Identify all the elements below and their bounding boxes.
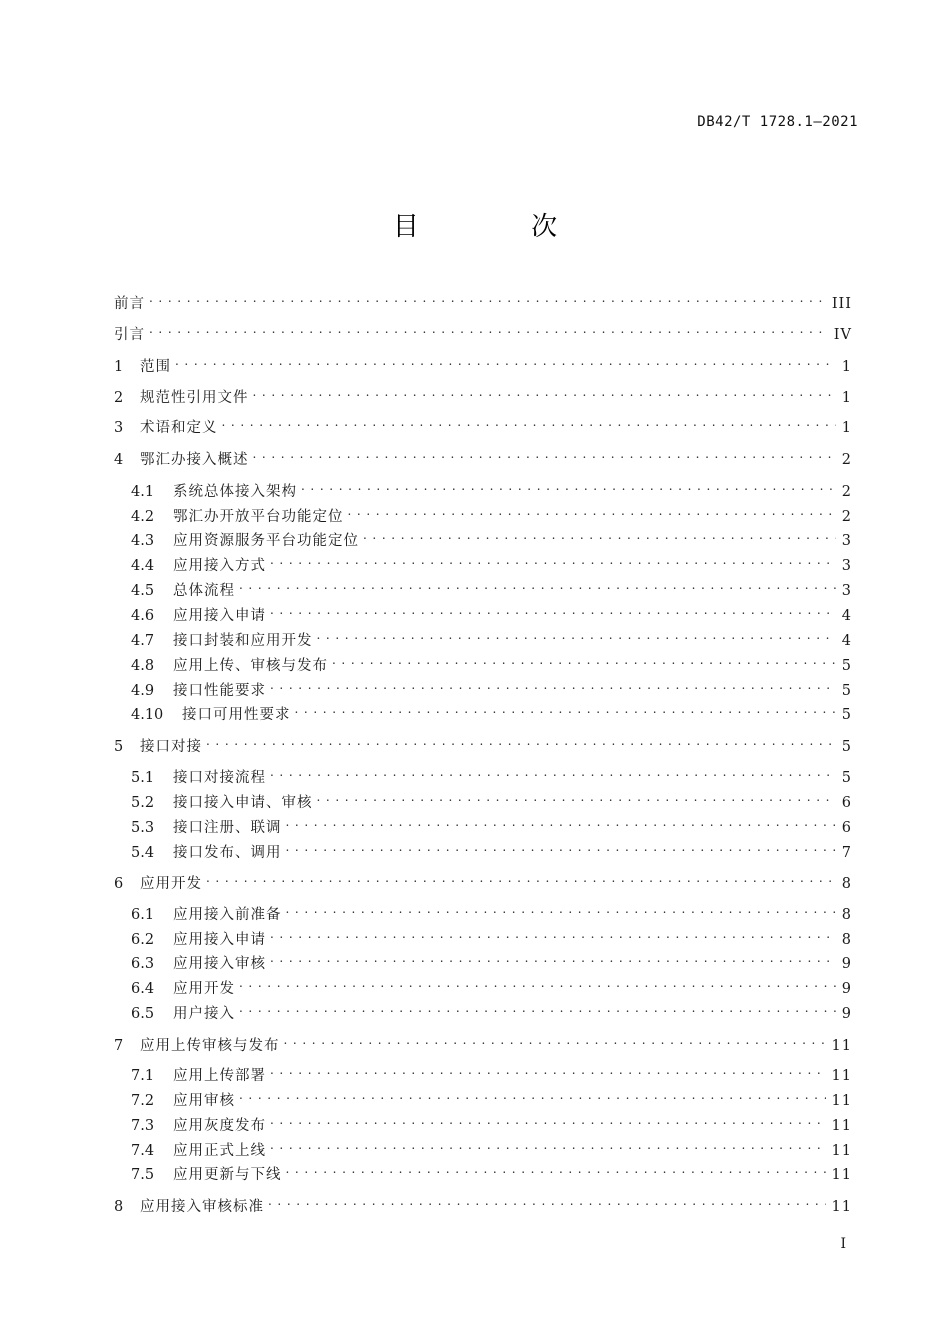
toc-dot-leader	[239, 1085, 826, 1105]
toc-entry-label: 应用更新与下线	[173, 1167, 282, 1183]
toc-entry[interactable]	[131, 501, 852, 525]
toc-dot-leader	[270, 600, 836, 620]
toc-entry-number: 4.2	[131, 509, 155, 525]
toc-dot-leader	[295, 699, 836, 719]
toc-entry[interactable]	[114, 444, 852, 468]
toc-entry[interactable]	[114, 1030, 852, 1054]
toc-entry-number: 7.3	[131, 1118, 155, 1134]
toc-entry-page: 2	[841, 509, 852, 525]
toc-entry-number: 6	[114, 876, 124, 892]
toc-entry-page: 11	[831, 1143, 852, 1159]
toc-entry[interactable]	[114, 351, 852, 375]
toc-entry-label: 应用灰度发布	[173, 1118, 266, 1134]
toc-entry-label: 总体流程	[173, 583, 235, 599]
toc-entry[interactable]	[131, 625, 852, 649]
toc-entry-label: 应用上传审核与发布	[140, 1038, 280, 1054]
toc-entry-number: 1	[114, 359, 124, 375]
toc-entry-label: 接口发布、调用	[173, 845, 282, 861]
toc-entry-label: 接口接入申请、审核	[173, 795, 313, 811]
toc-dot-leader	[270, 550, 836, 570]
toc-title: 目 次	[392, 212, 610, 242]
toc-entry-number: 7.5	[131, 1167, 155, 1183]
toc-entry-page: 6	[841, 795, 852, 811]
toc-dot-leader	[206, 868, 836, 888]
toc-entry-page: 2	[841, 452, 852, 468]
toc-entry-number: 6.1	[131, 907, 155, 923]
toc-entry-number: 8	[114, 1199, 124, 1215]
toc-dot-leader	[286, 837, 836, 857]
toc-dot-leader	[239, 973, 836, 993]
toc-entry-number: 3	[114, 420, 124, 436]
toc-entry-page: 11	[831, 1093, 852, 1109]
toc-dot-leader	[253, 382, 836, 402]
toc-entry-number: 5.4	[131, 845, 155, 861]
toc-entry-page: 1	[841, 390, 852, 406]
toc-entry-label: 接口对接	[140, 739, 202, 755]
toc-entry[interactable]	[131, 476, 852, 500]
toc-entry-page: 8	[841, 907, 852, 923]
toc-entry[interactable]	[131, 973, 852, 997]
toc-entry-number: 4.6	[131, 608, 155, 624]
toc-entry-page: 3	[841, 558, 852, 574]
toc-entry[interactable]	[131, 1085, 852, 1109]
toc-entry-page: 5	[841, 739, 852, 755]
toc-entry-number: 4.7	[131, 633, 155, 649]
toc-dot-leader	[270, 948, 836, 968]
toc-dot-leader	[270, 1110, 826, 1130]
toc-entry-label: 接口对接流程	[173, 770, 266, 786]
toc-entry-label: 术语和定义	[140, 420, 218, 436]
toc-dot-leader	[239, 575, 836, 595]
toc-entry-label: 应用资源服务平台功能定位	[173, 533, 359, 549]
toc-entry-page: 11	[831, 1199, 852, 1215]
toc-entry[interactable]	[114, 412, 852, 436]
toc-dot-leader	[286, 1159, 826, 1179]
toc-dot-leader	[301, 476, 836, 496]
toc-dot-leader	[149, 288, 826, 308]
toc-entry-number: 5.3	[131, 820, 155, 836]
toc-entry-label: 应用接入方式	[173, 558, 266, 574]
toc-entry-label: 应用接入申请	[173, 932, 266, 948]
toc-entry-number: 6.2	[131, 932, 155, 948]
toc-entry-label: 前言	[114, 296, 145, 312]
toc-entry[interactable]	[114, 382, 852, 406]
toc-entry-label: 应用接入申请	[173, 608, 266, 624]
toc-entry-number: 4.5	[131, 583, 155, 599]
toc-entry-number: 4.4	[131, 558, 155, 574]
toc-entry[interactable]	[131, 998, 852, 1022]
toc-entry-label: 接口性能要求	[173, 683, 266, 699]
toc-entry-label: 接口可用性要求	[182, 707, 291, 723]
toc-entry-number: 7.2	[131, 1093, 155, 1109]
toc-entry-label: 应用接入审核	[173, 956, 266, 972]
toc-dot-leader	[284, 1030, 826, 1050]
toc-entry-page: 7	[841, 845, 852, 861]
toc-entry[interactable]	[131, 899, 852, 923]
toc-dot-leader	[270, 924, 836, 944]
toc-entry[interactable]	[114, 1191, 852, 1215]
toc-entry-page: 1	[841, 420, 852, 436]
toc-entry-number: 4	[114, 452, 124, 468]
toc-entry-number: 4.3	[131, 533, 155, 549]
toc-entry-page: 8	[841, 876, 852, 892]
toc-entry-label: 应用开发	[173, 981, 235, 997]
toc-entry-page: 2	[841, 484, 852, 500]
toc-entry-page: 5	[841, 707, 852, 723]
toc-entry-page: 1	[841, 359, 852, 375]
toc-entry-number: 6.5	[131, 1006, 155, 1022]
toc-entry-number: 5.2	[131, 795, 155, 811]
toc-entry[interactable]	[114, 868, 852, 892]
toc-entry[interactable]	[131, 1110, 852, 1134]
toc-dot-leader	[270, 675, 836, 695]
toc-entry[interactable]	[131, 525, 852, 549]
toc-entry[interactable]	[131, 837, 852, 861]
toc-entry-label: 用户接入	[173, 1006, 235, 1022]
toc-entry-number: 4.9	[131, 683, 155, 699]
toc-entry-page: 11	[831, 1167, 852, 1183]
toc-entry-page: 4	[841, 633, 852, 649]
toc-entry-page: 8	[841, 932, 852, 948]
toc-entry-page: 11	[831, 1038, 852, 1054]
toc-entry[interactable]	[131, 948, 852, 972]
toc-entry[interactable]	[131, 762, 852, 786]
toc-entry[interactable]	[131, 1135, 852, 1159]
toc-entry[interactable]	[131, 600, 852, 624]
toc-entry-number: 7.1	[131, 1068, 155, 1084]
toc-entry-page: 3	[841, 533, 852, 549]
toc-dot-leader	[332, 650, 836, 670]
toc-entry-page: 3	[841, 583, 852, 599]
toc-entry-page: III	[831, 296, 852, 312]
toc-dot-leader	[149, 319, 828, 339]
toc-entry-label: 应用上传、审核与发布	[173, 658, 328, 674]
toc-entry-label: 鄂汇办接入概述	[140, 452, 249, 468]
toc-entry[interactable]	[131, 787, 852, 811]
toc-entry-label: 规范性引用文件	[140, 390, 249, 406]
toc-dot-leader	[348, 501, 836, 521]
toc-dot-leader	[206, 731, 836, 751]
toc-entry[interactable]	[131, 1159, 852, 1183]
toc-entry[interactable]	[131, 550, 852, 574]
toc-entry[interactable]	[131, 924, 852, 948]
toc-entry[interactable]	[131, 812, 852, 836]
document-code: DB42/T 1728.1—2021	[697, 114, 858, 130]
toc-entry-label: 应用接入前准备	[173, 907, 282, 923]
toc-entry-page: 9	[841, 981, 852, 997]
toc-entry-label: 系统总体接入架构	[173, 484, 297, 500]
toc-dot-leader	[286, 812, 836, 832]
toc-dot-leader	[317, 625, 836, 645]
toc-entry-page: IV	[833, 327, 852, 343]
toc-entry-label: 应用审核	[173, 1093, 235, 1109]
toc-entry-number: 4.1	[131, 484, 155, 500]
toc-entry-label: 应用上传部署	[173, 1068, 266, 1084]
toc-entry[interactable]	[131, 699, 852, 723]
toc-dot-leader	[363, 525, 836, 545]
toc-entry-label: 鄂汇办开放平台功能定位	[173, 509, 344, 525]
toc-entry[interactable]	[131, 650, 852, 674]
toc-dot-leader	[270, 1135, 826, 1155]
toc-entry-number: 6.4	[131, 981, 155, 997]
toc-entry-label: 应用正式上线	[173, 1143, 266, 1159]
toc-dot-leader	[286, 899, 836, 919]
toc-entry-page: 5	[841, 770, 852, 786]
toc-entry[interactable]	[131, 1060, 852, 1084]
page-number: I	[840, 1236, 846, 1252]
toc-entry-number: 7	[114, 1038, 124, 1054]
toc-entry-label: 应用开发	[140, 876, 202, 892]
toc-dot-leader	[175, 351, 836, 371]
toc-dot-leader	[239, 998, 836, 1018]
toc-dot-leader	[222, 412, 836, 432]
toc-dot-leader	[270, 1060, 826, 1080]
toc-entry-number: 2	[114, 390, 124, 406]
toc-dot-leader	[268, 1191, 826, 1211]
toc-entry-page: 5	[841, 658, 852, 674]
toc-entry-number: 6.3	[131, 956, 155, 972]
toc-entry-number: 5.1	[131, 770, 155, 786]
toc-entry[interactable]	[131, 575, 852, 599]
toc-entry-label: 范围	[140, 359, 171, 375]
toc-entry-number: 7.4	[131, 1143, 155, 1159]
toc-entry-page: 5	[841, 683, 852, 699]
toc-entry-label: 引言	[114, 327, 145, 343]
toc-entry[interactable]	[114, 731, 852, 755]
toc-dot-leader	[270, 762, 836, 782]
toc-dot-leader	[253, 444, 836, 464]
toc-entry[interactable]	[114, 288, 852, 312]
toc-entry-label: 接口注册、联调	[173, 820, 282, 836]
toc-entry-number: 5	[114, 739, 124, 755]
toc-entry-label: 应用接入审核标准	[140, 1199, 264, 1215]
toc-entry-page: 9	[841, 1006, 852, 1022]
toc-dot-leader	[317, 787, 836, 807]
toc-entry-page: 11	[831, 1068, 852, 1084]
toc-entry-page: 6	[841, 820, 852, 836]
toc-entry[interactable]	[114, 319, 852, 343]
toc-entry-label: 接口封装和应用开发	[173, 633, 313, 649]
toc-entry-number: 4.8	[131, 658, 155, 674]
toc-entry-page: 9	[841, 956, 852, 972]
toc-entry-page: 11	[831, 1118, 852, 1134]
toc-entry[interactable]	[131, 675, 852, 699]
toc-entry-page: 4	[841, 608, 852, 624]
toc-entry-number: 4.10	[131, 707, 164, 723]
